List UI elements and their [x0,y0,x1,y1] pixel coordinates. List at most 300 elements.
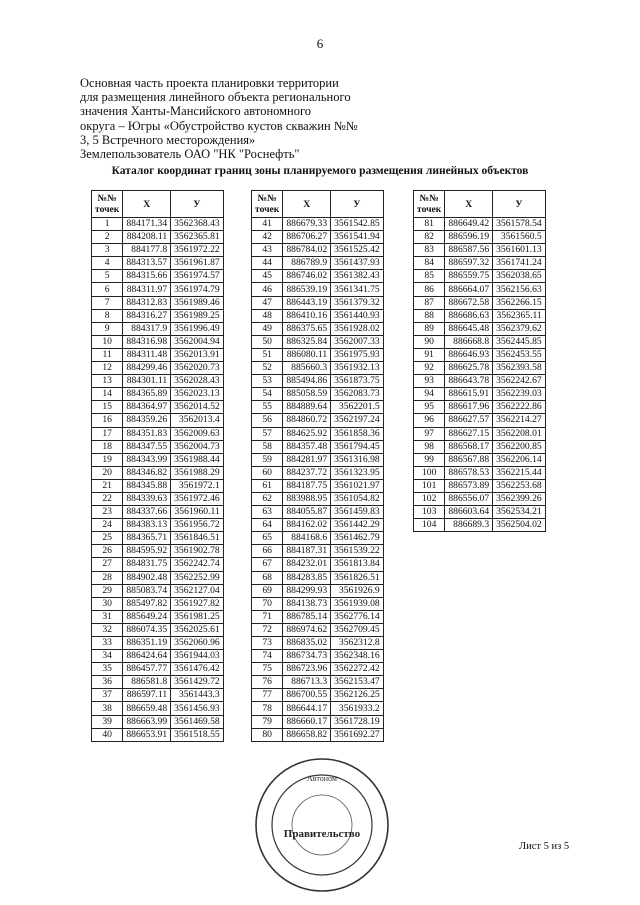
point-number-cell: 42 [252,231,283,244]
point-number-cell: 79 [252,715,283,728]
table-row [414,427,546,440]
y-coordinate-cell: 3562083.73 [331,388,384,401]
point-number-cell: 103 [414,506,445,519]
table-row [252,689,384,702]
x-coordinate-cell: 884831.75 [123,558,171,571]
point-number-cell: 17 [92,427,123,440]
table-row [252,532,384,545]
x-coordinate-cell: 884187.31 [283,545,331,558]
point-number-cell: 77 [252,689,283,702]
table-row [252,702,384,715]
x-coordinate-cell: 884316.27 [123,309,171,322]
x-coordinate-cell: 886443.19 [283,296,331,309]
y-coordinate-cell: 3561462.79 [331,532,384,545]
x-coordinate-cell: 884055.87 [283,506,331,519]
point-number-cell: 10 [92,335,123,348]
table-row [92,296,224,309]
table-row [92,401,224,414]
x-coordinate-cell: 886625.78 [445,362,493,375]
x-coordinate-cell: 884364.97 [123,401,171,414]
y-coordinate-cell: 3561692.27 [331,728,384,741]
y-coordinate-cell: 3561826.51 [331,571,384,584]
header-line: округа – Югры «Обустройство кустов скважин №№ [80,118,358,133]
y-coordinate-cell: 3562348.16 [331,650,384,663]
y-coordinate-cell: 3562453.55 [493,348,546,361]
table-row [252,440,384,453]
y-coordinate-cell: 3561054.82 [331,492,384,505]
y-coordinate-cell: 3561442.29 [331,519,384,532]
y-coordinate-cell: 3561525.42 [331,244,384,257]
table-row [414,218,546,231]
point-number-cell: 15 [92,401,123,414]
point-number-cell: 29 [92,584,123,597]
x-coordinate-cell: 886627.57 [445,414,493,427]
header-y: У [331,191,384,218]
table-row [92,532,224,545]
point-number-cell: 54 [252,388,283,401]
table-row [92,362,224,375]
y-coordinate-cell: 3561926.9 [331,584,384,597]
table-row [92,283,224,296]
y-coordinate-cell: 3562709.45 [331,623,384,636]
y-coordinate-cell: 3561728.19 [331,715,384,728]
x-coordinate-cell: 884351.83 [123,427,171,440]
point-number-cell: 59 [252,453,283,466]
y-coordinate-cell: 3561794.45 [331,440,384,453]
x-coordinate-cell: 886457.77 [123,663,171,676]
table-row [414,257,546,270]
table-row [252,270,384,283]
x-coordinate-cell: 885497.82 [123,597,171,610]
x-coordinate-cell: 884237.72 [283,466,331,479]
y-coordinate-cell: 3561316.98 [331,453,384,466]
x-coordinate-cell: 886597.11 [123,689,171,702]
table-row [252,492,384,505]
x-coordinate-cell: 885649.24 [123,610,171,623]
x-coordinate-cell: 886080.11 [283,348,331,361]
table-row [252,453,384,466]
x-coordinate-cell: 886410.16 [283,309,331,322]
table-row [252,375,384,388]
x-coordinate-cell: 886700.55 [283,689,331,702]
point-number-cell: 66 [252,545,283,558]
point-number-cell: 44 [252,257,283,270]
y-coordinate-cell: 3562379.62 [493,322,546,335]
y-coordinate-cell: 3561988.29 [171,466,224,479]
point-number-cell: 22 [92,492,123,505]
header-point-number: №№ точек [92,191,123,218]
table-row [92,440,224,453]
point-number-cell: 56 [252,414,283,427]
y-coordinate-cell: 3561989.25 [171,309,224,322]
x-coordinate-cell: 886351.19 [123,637,171,650]
table-row [92,689,224,702]
x-coordinate-cell: 886686.63 [445,309,493,322]
y-coordinate-cell: 3561960.11 [171,506,224,519]
point-number-cell: 92 [414,362,445,375]
table-row [252,414,384,427]
x-coordinate-cell: 884337.66 [123,506,171,519]
x-coordinate-cell: 884283.85 [283,571,331,584]
table-row [252,322,384,335]
y-coordinate-cell: 3562272.42 [331,663,384,676]
x-coordinate-cell: 886723.96 [283,663,331,676]
point-number-cell: 52 [252,362,283,375]
x-coordinate-cell: 884162.02 [283,519,331,532]
table-row [252,715,384,728]
table-row [414,414,546,427]
y-coordinate-cell: 3562004.94 [171,335,224,348]
x-coordinate-cell: 886325.84 [283,335,331,348]
y-coordinate-cell: 3561975.93 [331,348,384,361]
point-number-cell: 28 [92,571,123,584]
official-seal [252,755,392,895]
point-number-cell: 60 [252,466,283,479]
x-coordinate-cell: 886734.73 [283,650,331,663]
y-coordinate-cell: 3561927.82 [171,597,224,610]
y-coordinate-cell: 3561437.93 [331,257,384,270]
y-coordinate-cell: 3562399.26 [493,492,546,505]
x-coordinate-cell: 886746.02 [283,270,331,283]
table-row [92,663,224,676]
table-row [252,597,384,610]
point-number-cell: 34 [92,650,123,663]
x-coordinate-cell: 886653.91 [123,728,171,741]
coordinate-table-3 [413,190,546,532]
x-coordinate-cell: 884299.93 [283,584,331,597]
table-row [92,309,224,322]
table-row [252,676,384,689]
x-coordinate-cell: 884312.83 [123,296,171,309]
x-coordinate-cell: 884316.98 [123,335,171,348]
y-coordinate-cell: 3561456.93 [171,702,224,715]
point-number-cell: 72 [252,623,283,636]
x-coordinate-cell: 885494.86 [283,375,331,388]
table-row [92,244,224,257]
table-row [92,492,224,505]
point-number-cell: 73 [252,637,283,650]
point-number-cell: 25 [92,532,123,545]
table-row [252,663,384,676]
header-x: X [283,191,331,218]
x-coordinate-cell: 884902.48 [123,571,171,584]
y-coordinate-cell: 3562242.74 [171,558,224,571]
x-coordinate-cell: 884299.46 [123,362,171,375]
point-number-cell: 93 [414,375,445,388]
table-row [252,362,384,375]
y-coordinate-cell: 3562365.81 [171,231,224,244]
point-number-cell: 88 [414,309,445,322]
point-number-cell: 70 [252,597,283,610]
point-number-cell: 8 [92,309,123,322]
y-coordinate-cell: 3562020.73 [171,362,224,375]
point-number-cell: 7 [92,296,123,309]
x-coordinate-cell: 884177.8 [123,244,171,257]
x-coordinate-cell: 885058.59 [283,388,331,401]
point-number-cell: 40 [92,728,123,741]
header-line: Землепользователь ОАО "НК "Роснефть" [80,147,300,162]
x-coordinate-cell: 886567.88 [445,453,493,466]
table-row [414,466,546,479]
x-coordinate-cell: 886568.17 [445,440,493,453]
y-coordinate-cell: 3561961.87 [171,257,224,270]
table-row [252,479,384,492]
x-coordinate-cell: 886785.14 [283,610,331,623]
x-coordinate-cell: 886679.33 [283,218,331,231]
coordinate-table-1 [91,190,224,742]
x-coordinate-cell: 884359.26 [123,414,171,427]
table-row [92,637,224,650]
y-coordinate-cell: 3561972.22 [171,244,224,257]
table-row [92,650,224,663]
table-row [414,231,546,244]
table-row [92,270,224,283]
table-row [252,466,384,479]
y-coordinate-cell: 3562197.24 [331,414,384,427]
y-coordinate-cell: 3562393.58 [493,362,546,375]
table-row [92,466,224,479]
point-number-cell: 50 [252,335,283,348]
x-coordinate-cell: 884357.48 [283,440,331,453]
point-number-cell: 57 [252,427,283,440]
y-coordinate-cell: 3561933.2 [331,702,384,715]
table-row [414,283,546,296]
header-y: У [493,191,546,218]
point-number-cell: 91 [414,348,445,361]
x-coordinate-cell: 884343.99 [123,453,171,466]
point-number-cell: 31 [92,610,123,623]
point-number-cell: 43 [252,244,283,257]
table-row [252,623,384,636]
table-row [92,610,224,623]
y-coordinate-cell: 3562214.27 [493,414,546,427]
x-coordinate-cell: 886974.62 [283,623,331,636]
table-row [414,309,546,322]
x-coordinate-cell: 884315.66 [123,270,171,283]
x-coordinate-cell: 886578.53 [445,466,493,479]
y-coordinate-cell: 3561476.42 [171,663,224,676]
point-number-cell: 33 [92,637,123,650]
x-coordinate-cell: 884347.55 [123,440,171,453]
table-row [252,296,384,309]
table-row [92,257,224,270]
y-coordinate-cell: 3561974.79 [171,283,224,296]
y-coordinate-cell: 3561813.84 [331,558,384,571]
y-coordinate-cell: 3562252.99 [171,571,224,584]
x-coordinate-cell: 886596.19 [445,231,493,244]
point-number-cell: 104 [414,519,445,532]
x-coordinate-cell: 886644.17 [283,702,331,715]
point-number-cell: 45 [252,270,283,283]
y-coordinate-cell: 3561928.02 [331,322,384,335]
point-number-cell: 65 [252,532,283,545]
y-coordinate-cell: 3561601.13 [493,244,546,257]
point-number-cell: 9 [92,322,123,335]
table-row [252,637,384,650]
point-number-cell: 89 [414,322,445,335]
x-coordinate-cell: 885083.74 [123,584,171,597]
point-number-cell: 35 [92,663,123,676]
table-row [252,309,384,322]
point-number-cell: 81 [414,218,445,231]
table-row [92,584,224,597]
point-number-cell: 64 [252,519,283,532]
point-number-cell: 51 [252,348,283,361]
x-coordinate-cell: 886668.8 [445,335,493,348]
table-row [414,296,546,309]
point-number-cell: 18 [92,440,123,453]
y-coordinate-cell: 3561518.55 [171,728,224,741]
y-coordinate-cell: 3561469.58 [171,715,224,728]
table-row [92,728,224,741]
point-number-cell: 62 [252,492,283,505]
y-coordinate-cell: 3561578.54 [493,218,546,231]
table-row [92,715,224,728]
y-coordinate-cell: 3561560.5 [493,231,546,244]
y-coordinate-cell: 3562239.03 [493,388,546,401]
table-row [92,348,224,361]
table-row [252,545,384,558]
y-coordinate-cell: 3562253.68 [493,479,546,492]
table-row [92,571,224,584]
point-number-cell: 48 [252,309,283,322]
point-number-cell: 32 [92,623,123,636]
point-number-cell: 58 [252,440,283,453]
point-number-cell: 4 [92,257,123,270]
x-coordinate-cell: 884346.82 [123,466,171,479]
table-row [252,506,384,519]
table-row [92,506,224,519]
y-coordinate-cell: 3562007.33 [331,335,384,348]
point-number-cell: 67 [252,558,283,571]
point-number-cell: 2 [92,231,123,244]
sheet-label: Лист 5 из 5 [519,841,570,852]
point-number-cell: 55 [252,401,283,414]
catalog-title: Каталог координат границ зоны планируемого размещения линейных объектов [111,165,529,177]
y-coordinate-cell: 3562153.47 [331,676,384,689]
table-row [414,362,546,375]
y-coordinate-cell: 3562127.04 [171,584,224,597]
y-coordinate-cell: 3562023.13 [171,388,224,401]
y-coordinate-cell: 3562222.86 [493,401,546,414]
y-coordinate-cell: 3562534.21 [493,506,546,519]
y-coordinate-cell: 3562025.61 [171,623,224,636]
point-number-cell: 99 [414,453,445,466]
table-row [252,231,384,244]
point-number-cell: 74 [252,650,283,663]
table-row [92,479,224,492]
y-coordinate-cell: 3562156.63 [493,283,546,296]
header-point-number: №№ точек [252,191,283,218]
x-coordinate-cell: 886603.64 [445,506,493,519]
x-coordinate-cell: 886597.32 [445,257,493,270]
x-coordinate-cell: 886424.64 [123,650,171,663]
point-number-cell: 1 [92,218,123,231]
table-row [414,388,546,401]
point-number-cell: 11 [92,348,123,361]
table-row [252,257,384,270]
header-line: для размещения линейного объекта регионального [80,90,351,105]
x-coordinate-cell: 886689.3 [445,519,493,532]
point-number-cell: 37 [92,689,123,702]
y-coordinate-cell: 3561542.85 [331,218,384,231]
x-coordinate-cell: 884187.75 [283,479,331,492]
y-coordinate-cell: 3561944.03 [171,650,224,663]
x-coordinate-cell: 886835.02 [283,637,331,650]
x-coordinate-cell: 886074.35 [123,623,171,636]
point-number-cell: 20 [92,466,123,479]
point-number-cell: 5 [92,270,123,283]
y-coordinate-cell: 3561981.25 [171,610,224,623]
point-number-cell: 47 [252,296,283,309]
y-coordinate-cell: 3562312.8 [331,637,384,650]
y-coordinate-cell: 3561974.57 [171,270,224,283]
x-coordinate-cell: 886617.96 [445,401,493,414]
point-number-cell: 63 [252,506,283,519]
point-number-cell: 19 [92,453,123,466]
x-coordinate-cell: 886587.56 [445,244,493,257]
table-row [92,218,224,231]
table-row [92,558,224,571]
header-x: X [445,191,493,218]
x-coordinate-cell: 884208.11 [123,231,171,244]
x-coordinate-cell: 884232.01 [283,558,331,571]
table-row [92,231,224,244]
table-row [414,270,546,283]
x-coordinate-cell: 886658.82 [283,728,331,741]
table-row [92,519,224,532]
y-coordinate-cell: 3561323.95 [331,466,384,479]
point-number-cell: 39 [92,715,123,728]
y-coordinate-cell: 3562242.67 [493,375,546,388]
x-coordinate-cell: 884301.11 [123,375,171,388]
y-coordinate-cell: 3561741.24 [493,257,546,270]
y-coordinate-cell: 3561440.93 [331,309,384,322]
x-coordinate-cell: 884595.92 [123,545,171,558]
y-coordinate-cell: 3561972.1 [171,479,224,492]
point-number-cell: 97 [414,427,445,440]
table-row [92,453,224,466]
table-row [252,558,384,571]
table-row [252,584,384,597]
x-coordinate-cell: 884383.13 [123,519,171,532]
y-coordinate-cell: 3561541.94 [331,231,384,244]
point-number-cell: 100 [414,466,445,479]
point-number-cell: 53 [252,375,283,388]
x-coordinate-cell: 886649.42 [445,218,493,231]
point-number-cell: 36 [92,676,123,689]
table-row [414,335,546,348]
point-number-cell: 102 [414,492,445,505]
header-x: X [123,191,171,218]
table-row [252,388,384,401]
table-row [252,335,384,348]
y-coordinate-cell: 3562038.65 [493,270,546,283]
table-row [92,322,224,335]
y-coordinate-cell: 3561858.36 [331,427,384,440]
table-row [252,283,384,296]
table-row [252,427,384,440]
header-line: значения Ханты-Мансийского автономного [80,104,312,119]
table-row [92,375,224,388]
x-coordinate-cell: 886706.27 [283,231,331,244]
table-row [252,610,384,623]
x-coordinate-cell: 886539.19 [283,283,331,296]
point-number-cell: 26 [92,545,123,558]
point-number-cell: 21 [92,479,123,492]
table-row [414,440,546,453]
table-row [414,519,546,532]
